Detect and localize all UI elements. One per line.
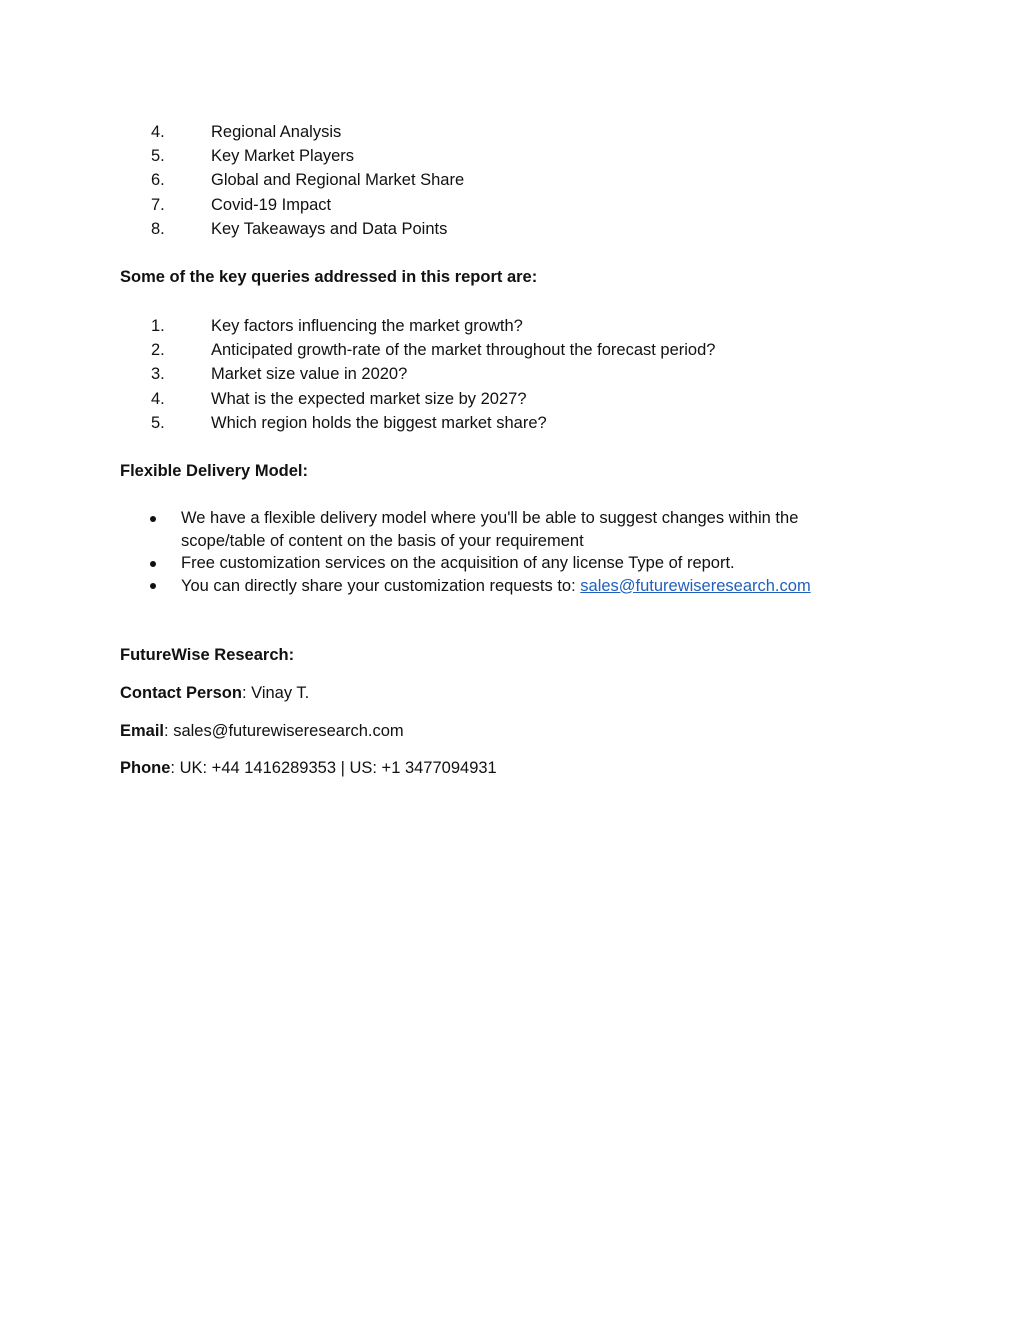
- list-item-text-with-link: [181, 575, 841, 598]
- bullet-icon: [150, 583, 156, 589]
- contact-person-label: Contact Person: [120, 684, 242, 702]
- list-item-text: Which region holds the biggest market share?: [211, 413, 547, 432]
- phone-value: : UK: +44 1416289353 | US: +1 3477094931: [170, 759, 497, 777]
- queries-heading: Some of the key queries addressed in this report are:: [120, 268, 538, 286]
- list-item-text: We have a flexible delivery model where you'll be able to suggest changes within the scope/table of content on the basis of your requirement: [181, 509, 799, 550]
- queries-list: [0, 314, 1024, 435]
- list-item-number: 4.: [151, 123, 165, 141]
- list-item: [0, 120, 1024, 144]
- list-item-text: Covid-19 Impact: [211, 195, 332, 214]
- list-item: [0, 387, 1024, 411]
- list-item: [0, 217, 1024, 241]
- email-line: [120, 719, 404, 743]
- list-item-number: 8.: [151, 219, 165, 238]
- email-label: Email: [120, 722, 165, 740]
- phone-label: Phone: [120, 759, 171, 777]
- delivery-heading: Flexible Delivery Model:: [120, 462, 308, 480]
- list-item-text: Free customization services on the acquisition of any license Type of report.: [181, 554, 735, 572]
- list-item-text: Key Market Players: [211, 147, 355, 166]
- toc-list: [0, 120, 1024, 241]
- list-item: [0, 338, 1024, 362]
- list-item: [0, 168, 1024, 192]
- bullet-icon: [150, 561, 156, 567]
- list-item-number: 4.: [151, 389, 165, 408]
- list-item-text: Key factors influencing the market growth?: [211, 317, 523, 335]
- list-item-number: 1.: [151, 317, 165, 335]
- list-item: [0, 144, 1024, 168]
- list-item: [0, 314, 1024, 338]
- list-item-text: You can directly share your customization requests to:: [181, 576, 581, 595]
- list-item-number: 5.: [151, 147, 165, 166]
- company-heading: FutureWise Research:: [120, 646, 295, 664]
- phone-line: [120, 756, 497, 780]
- list-item: [0, 362, 1024, 386]
- list-item-number: 5.: [151, 413, 165, 432]
- list-item-text: Market size value in 2020?: [211, 365, 408, 384]
- list-item-text: What is the expected market size by 2027?: [211, 389, 527, 408]
- list-item-text: Regional Analysis: [211, 123, 342, 141]
- list-item-text: Anticipated growth-rate of the market throughout the forecast period?: [211, 341, 716, 360]
- sales-email-link[interactable]: sales@futurewiseresearch.com: [580, 576, 811, 595]
- list-item-number: 3.: [151, 365, 165, 384]
- list-item-number: 7.: [151, 195, 165, 214]
- bullet-icon: [150, 516, 156, 522]
- list-item: [0, 552, 1024, 575]
- email-value: : sales@futurewiseresearch.com: [164, 722, 404, 740]
- contact-person-line: [120, 681, 309, 705]
- list-item: [0, 411, 1024, 435]
- list-item: [0, 507, 1024, 552]
- list-item-number: 6.: [151, 171, 165, 190]
- contact-person-value: : Vinay T.: [241, 684, 310, 702]
- list-item: [0, 575, 1024, 598]
- list-item-text: Key Takeaways and Data Points: [211, 219, 448, 238]
- delivery-bullet-list: [0, 507, 1024, 597]
- list-item: [0, 193, 1024, 217]
- list-item-text: Global and Regional Market Share: [211, 171, 465, 190]
- list-item-number: 2.: [151, 341, 165, 360]
